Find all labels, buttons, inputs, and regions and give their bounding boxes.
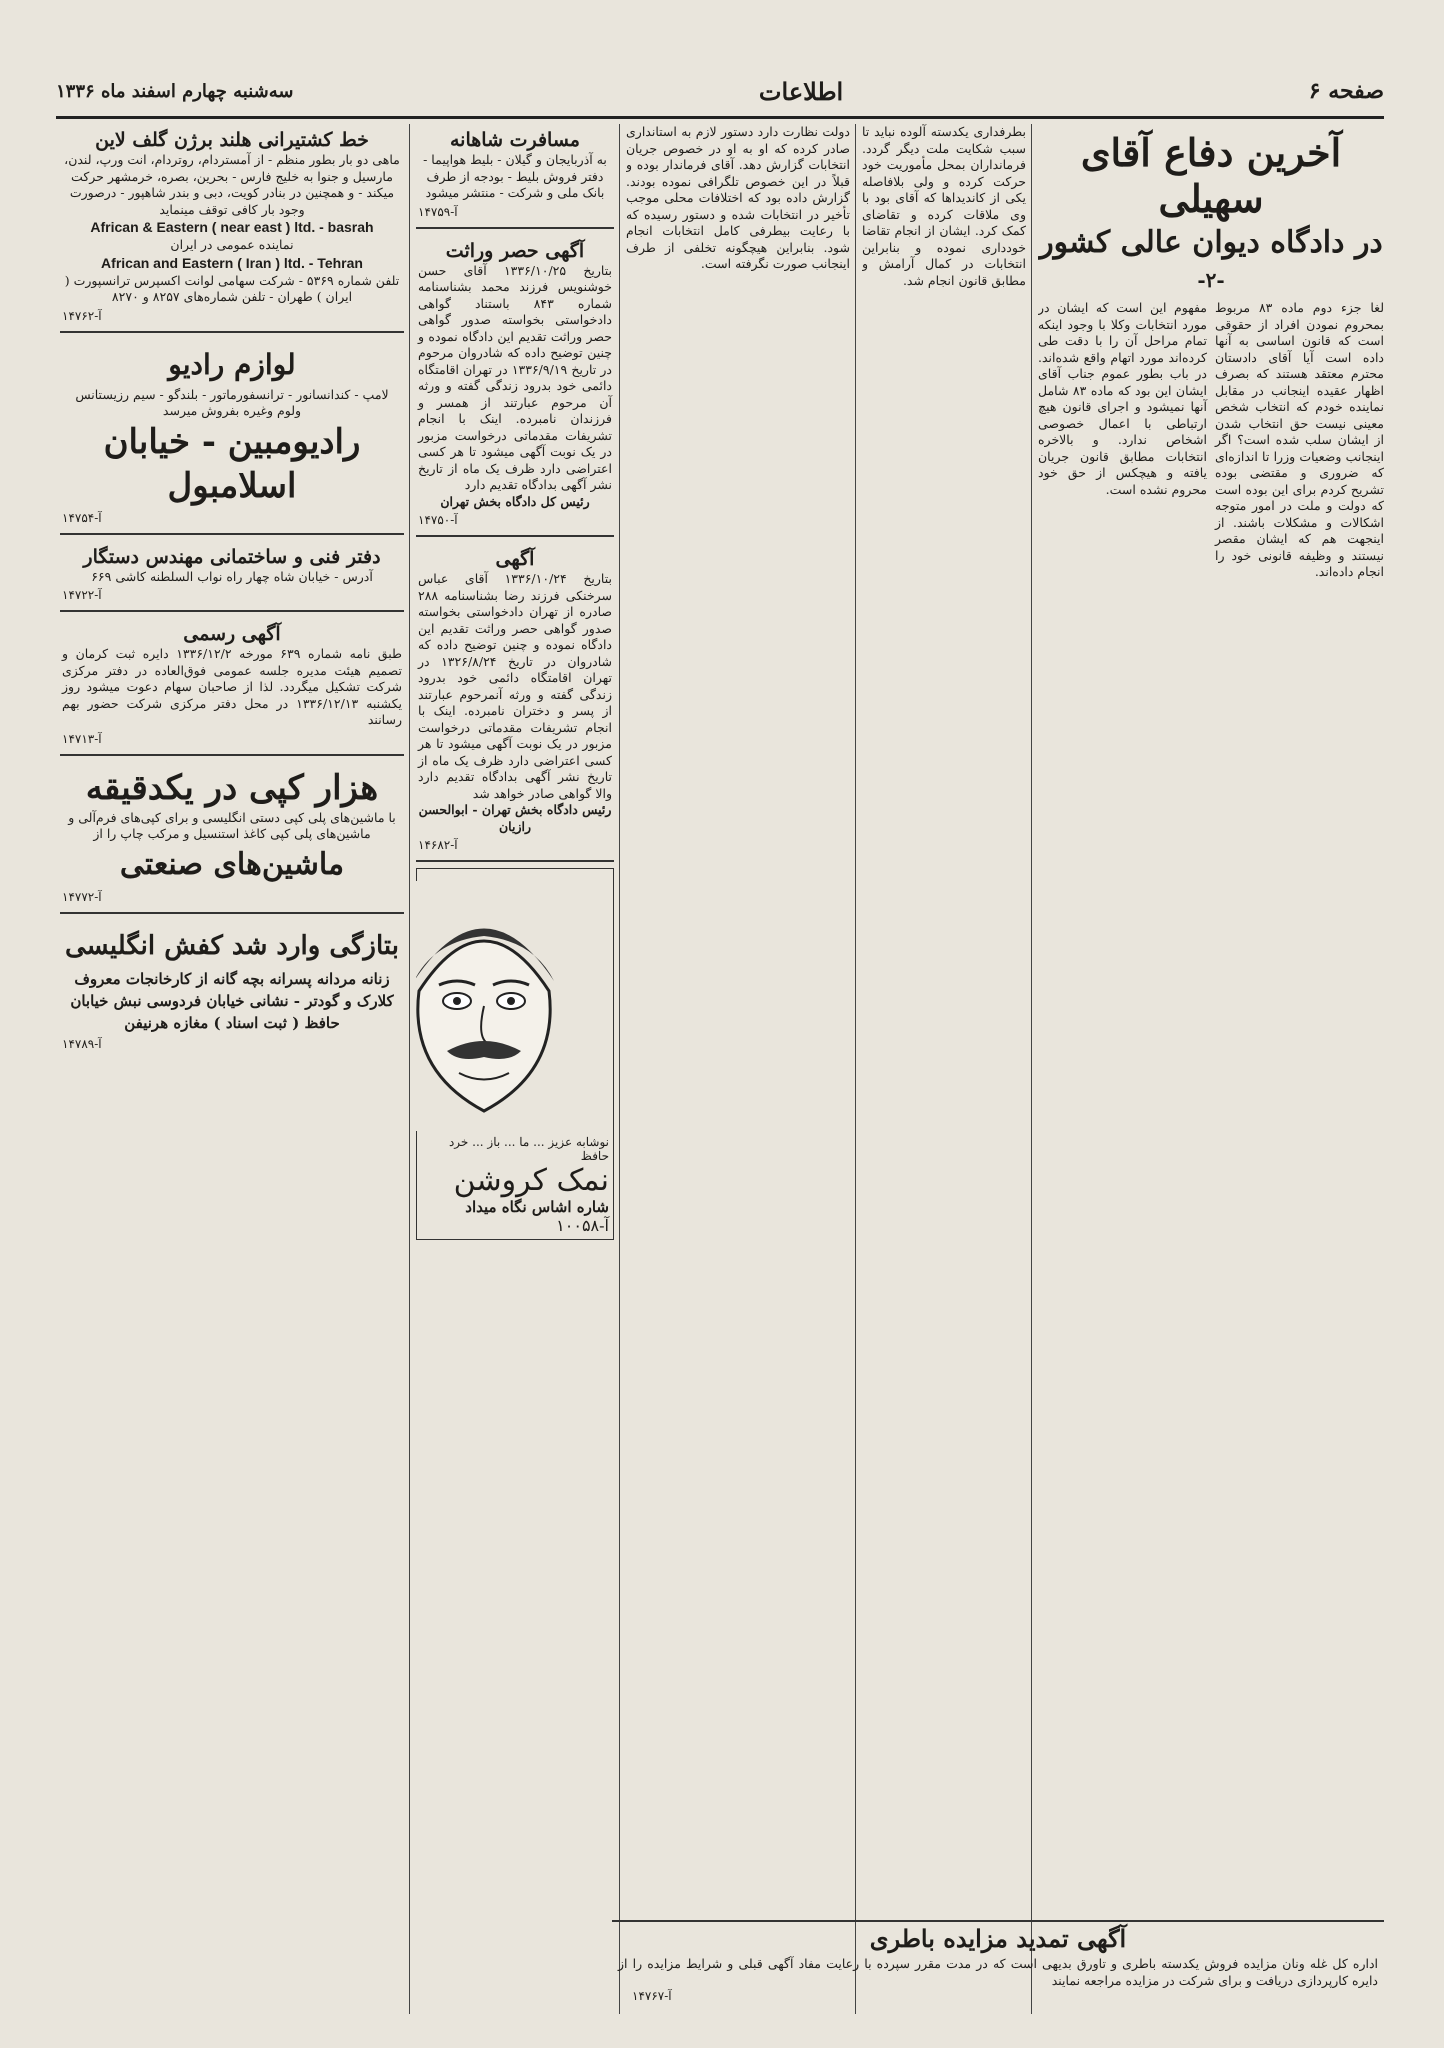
article-text-col1: لغا جزء دوم ماده ۸۳ مربوط بمحروم نمودن افراد از حقوقی است که قانون اساسی به آنها داده است آیا آقای دادستان محترم معتقد هستند که بصرف اظهار عقیده اینجانب در مقابل نماینده خودم که انتخاب شخص معینی نیست حق انتخاب شدن از ایشان سلب شده است؟ اگر اینجانب وضعیات وزرا تا اندازه‌ای که ضروری و مقتضی بوده تشریح کردم برای این بوده است که دولت و ملت در امور متوجه اشکالات و مشکلات باشند. از اینجهت هم که ایشان مقصر نیستند و وظیفه قانونی خود را انجام داده‌اند. <box>1215 300 1384 579</box>
ad-copy-machines <box>60 762 404 914</box>
article-text-col3: بطرفداری یکدسته آلوده نباید تا سبب شکایت ملت دیگر گردد. فرمانداران بمحل مأموریت خود حرکت کرده و ولی بلافاصله یکی از کاندیداها که آقای بود با وی ملاقات کرده و تقاضای کمک کرد. ایشان از انجام تقاضا خودداری نموده و بنابراین انتخابات در کمال آرامش و مطابق قانون انجام شد. <box>862 124 1026 288</box>
ad-ref: آ-۱۰۰۵۸ <box>556 1216 609 1235</box>
ad-ref: آ-۱۴۷۱۳ <box>62 731 102 746</box>
ad-ref: آ-۱۴۷۵۰ <box>418 513 458 527</box>
ad-latin-line: African and Eastern ( Iran ) ltd. - Tehran <box>101 254 363 271</box>
ad-royal-trip <box>416 124 614 229</box>
ad-english-shoes <box>60 920 404 1059</box>
ad-footer: رئیس دادگاه بخش تهران - ابوالحسن رازیان <box>418 802 612 834</box>
ad-text: آدرس - خیابان شاه چهار راه نواب السلطنه کاشی ۶۶۹ <box>91 568 373 584</box>
article-part: -۲- <box>1197 268 1225 292</box>
ad-latin-line: African & Eastern ( near east ) ltd. - basrah <box>90 219 374 235</box>
article-text-col4: دولت نظارت دارد دستور لازم به استانداری صادر کرده که او به او در خصوص جریان انتخابات گزارش دهد. آقای فرماندار بوده و قبلاً در این خصوص تلگرافی نموده بودند. گزارش داده بود که اختلافات محلی موجب تأخیر در انتخابات شده و دستور رسیده که با رعایت بیطرفی کامل انتخابات انجام شود. بنابراین هیچگونه تخلفی از طرف اینجانب صورت نگرفته است. <box>626 124 850 271</box>
portrait-slogan: شاره اشاس نگاه میداد <box>465 1198 609 1216</box>
ad-text: اداره کل غله ونان مزایده فروش یکدسته باطری و تاورق بدیهی است که در مدت مقرر سپرده با رعایت مفاد آگهی قبلی و شرایط مزایده را از دایره کارپردازی دریافت و برای شرکت در مزایده مراجعه نمایند <box>618 1956 1378 1988</box>
ad-title: ماشین‌های صنعتی <box>119 846 345 882</box>
ad-text: به آذربایجان و گیلان - بلیط هواپیما - دفتر فروش بلیط - بودجه از طرف بانک ملی و شرکت - منتشر میشود <box>423 152 607 200</box>
article-text-col2: مفهوم این است که ایشان در مورد انتخابات وکلا با وجود اینکه تمام مراحل آن را با دقت طی کرده‌اند مورد اتهام واقع شده‌اند. در باب بطور عموم جناب آقای ایشان این بود که ماده ۸۳ شامل آنها نمیشود و اجرای قانون هیچ ارتباطی با اعمال خصوصی اشخاص ندارد. و بالاخره انتخابات مطابق قانون جریان یافته و هیچکس از حق خود محروم نشده است. <box>1038 300 1208 497</box>
ad-ref: آ-۱۴۷۶۲ <box>62 308 102 323</box>
ad-official-notice <box>60 618 404 756</box>
ad-title: آگهی رسمی <box>183 623 281 645</box>
masthead <box>56 66 1384 119</box>
ad-footer: رئیس کل دادگاه بخش تهران <box>440 493 590 509</box>
ad-text: طبق نامه شماره ۶۳۹ مورخه ۱۳۳۶/۱۲/۲ دایره ثبت کرمان و تصمیم هیئت مدیره جلسه عمومی فوق‌العاده در دفتر مرکزی شرکت تشکیل میگردد. لذا از صاحبان سهام دعوت میشود روز یکشنبه ۱۳۳۶/۱۲/۱۳ در محل دفتر مرکزی شرکت حضور بهم رسانند <box>62 646 402 727</box>
ad-text: بتاریخ ۱۳۳۶/۱۰/۲۴ آقای عباس سرخنکی فرزند رضا بشناسنامه ۲۸۸ صادره از تهران دادخواستی بخواسته صدور گواهی حصر وراثت تقدیم این دادگاه نموده و چنین توضیح داده که شادروان در تاریخ ۱۳۲۶/۸/۲۴ در تهران اقامتگاه دائمی خود بدرود زندگی گفته و ورثه آنمرحوم عبارتند از پسر و دختران نامبرده. اینک با انجام تشریفات مقدماتی درخواست مزبور در یک نوبت آگهی میشود تا هر کسی اعتراضی دارد ظرف یک ماه از تاریخ نشر آگهی بدادگاه تقدیم دارد والا گواهی صادر خواهد شد <box>418 571 613 801</box>
article-headline: آخرین دفاع آقای سهیلی <box>1080 130 1342 221</box>
ad-headline: هزار کپی در یکدقیقه <box>85 767 379 808</box>
ad-ref: آ-۱۴۶۸۲ <box>418 838 458 852</box>
article-subheadline: در دادگاه دیوان عالی کشور <box>1039 225 1383 260</box>
ad-title: لوازم رادیو <box>168 347 296 381</box>
column-rule <box>619 124 620 2014</box>
ad-title: آگهی تمدید مزایده باطری <box>869 1924 1127 1953</box>
paper-name: اطلاعات <box>758 76 844 106</box>
ad-text: ماهی دو بار بطور منظم - از آمستردام، روتردام، انت ورپ، لندن، مارسیل و جنوا به خلیج فارس - بحرین، بصره، خرمشهر حرکت میکند - و همچنین در بنادر کویت، دبی و بندر شاهپور - درصورت وجود بار کافی توقف مینماید <box>64 152 400 217</box>
ad-ref: آ-۱۴۷۲۲ <box>62 588 102 602</box>
ad-title: آگهی حصر وراثت <box>445 239 585 262</box>
ad-text: با ماشین‌های پلی کپی دستی انگلیسی و برای کپی‌های فرم‌آلی و ماشین‌های پلی کپی کاغذ استنسیل و مرکب چاپ را از <box>68 809 396 841</box>
column-rule <box>855 124 856 2014</box>
ad-ref: آ-۱۴۷۸۹ <box>62 1036 102 1051</box>
ad-text: بتاریخ ۱۳۳۶/۱۰/۲۵ آقای حسن خوشنویس فرزند محمد بشناسنامه شماره ۸۴۳ باستناد گواهی دادخواستی بخواسته صدور گواهی حصر وراثت تقدیم این دادگاه نموده و چنین توضیح داده که شادروان مرحوم در تاریخ ۱۳۳۶/۹/۱۹ در تهران اقامتگاه دائمی خود بدرود زندگی گفته و ورثه آن مرحوم عبارتند از همسر و فرزندان نامبرده. اینک با انجام تشریفات مقدماتی درخواست مزبور در یک نوبت آگهی میشود تا هر کسی اعتراضی دارد ظرف یک ماه از تاریخ نشر آگهی بدادگاه تقدیم دارد <box>418 262 612 492</box>
ad-title: آگهی <box>495 548 535 570</box>
ad-ref: آ-۱۴۷۶۷ <box>632 1989 672 2003</box>
column-rule <box>1031 124 1032 2014</box>
portrait-brand: نمک کروشن <box>453 1163 609 1198</box>
ad-radio-parts <box>60 339 404 535</box>
ad-title: مسافرت شاهانه <box>450 129 580 151</box>
article-column <box>862 124 1026 1918</box>
ad-contact: تلفن شماره ۵۳۶۹ - شرکت سهامی لوانت اکسپرس ترانسپورت ( ایران ) طهران - تلفن شماره‌های ۸۲۵۷ و ۸۲۷۰ <box>64 272 400 304</box>
ad-text: نماینده عمومی در ایران <box>170 237 294 252</box>
ads-left-column <box>60 124 404 2014</box>
portrait-illustration <box>416 881 609 1131</box>
ad-text: لامپ - کندانسانور - ترانسفورماتور - بلندگو - سیم رزیستانس ولوم وغیره بفروش میرسد <box>75 386 389 418</box>
ad-headline: بتازگی وارد شد کفش انگلیسی <box>65 930 399 961</box>
ad-shipping-line <box>60 124 404 333</box>
ad-title: دفتر فنی و ساختمانی مهندس دستگار <box>83 545 381 568</box>
ads-middle-column <box>416 124 614 1918</box>
ad-headline: رادیومبین - خیابان اسلامبول <box>103 421 361 506</box>
page-number: صفحه ۶ <box>1308 78 1384 104</box>
article-main <box>1038 124 1384 2014</box>
issue-date: سه‌شنبه چهارم اسفند ماه ۱۳۳۶ <box>56 80 294 102</box>
ad-ref: آ-۱۴۷۵۴ <box>62 510 102 525</box>
column-rule <box>409 124 410 2014</box>
portrait-ad <box>416 868 614 1240</box>
ad-inheritance-2 <box>416 543 614 862</box>
ad-inheritance-1 <box>416 235 614 538</box>
ad-title: خط کشتیرانی هلند برژن گلف لاین <box>95 129 369 151</box>
ad-text: زنانه مردانه پسرانه بچه گانه از کارخانجات معروف کلارک و گودتر - نشانی خیابان فردوسی نبش خیابان حافظ ( ثبت اسناد ) مغازه هرنیفن <box>70 969 394 1032</box>
article-column <box>626 124 850 1918</box>
ad-ref: آ-۱۴۷۷۲ <box>62 889 102 904</box>
ad-battery-auction <box>612 1920 1384 2012</box>
ad-engineering-office <box>60 541 404 613</box>
ad-ref: آ-۱۴۷۵۹ <box>418 204 458 219</box>
portrait-tagline: نوشابه عزیز ... ما ... باز ... خرد حافظ <box>448 1135 609 1163</box>
